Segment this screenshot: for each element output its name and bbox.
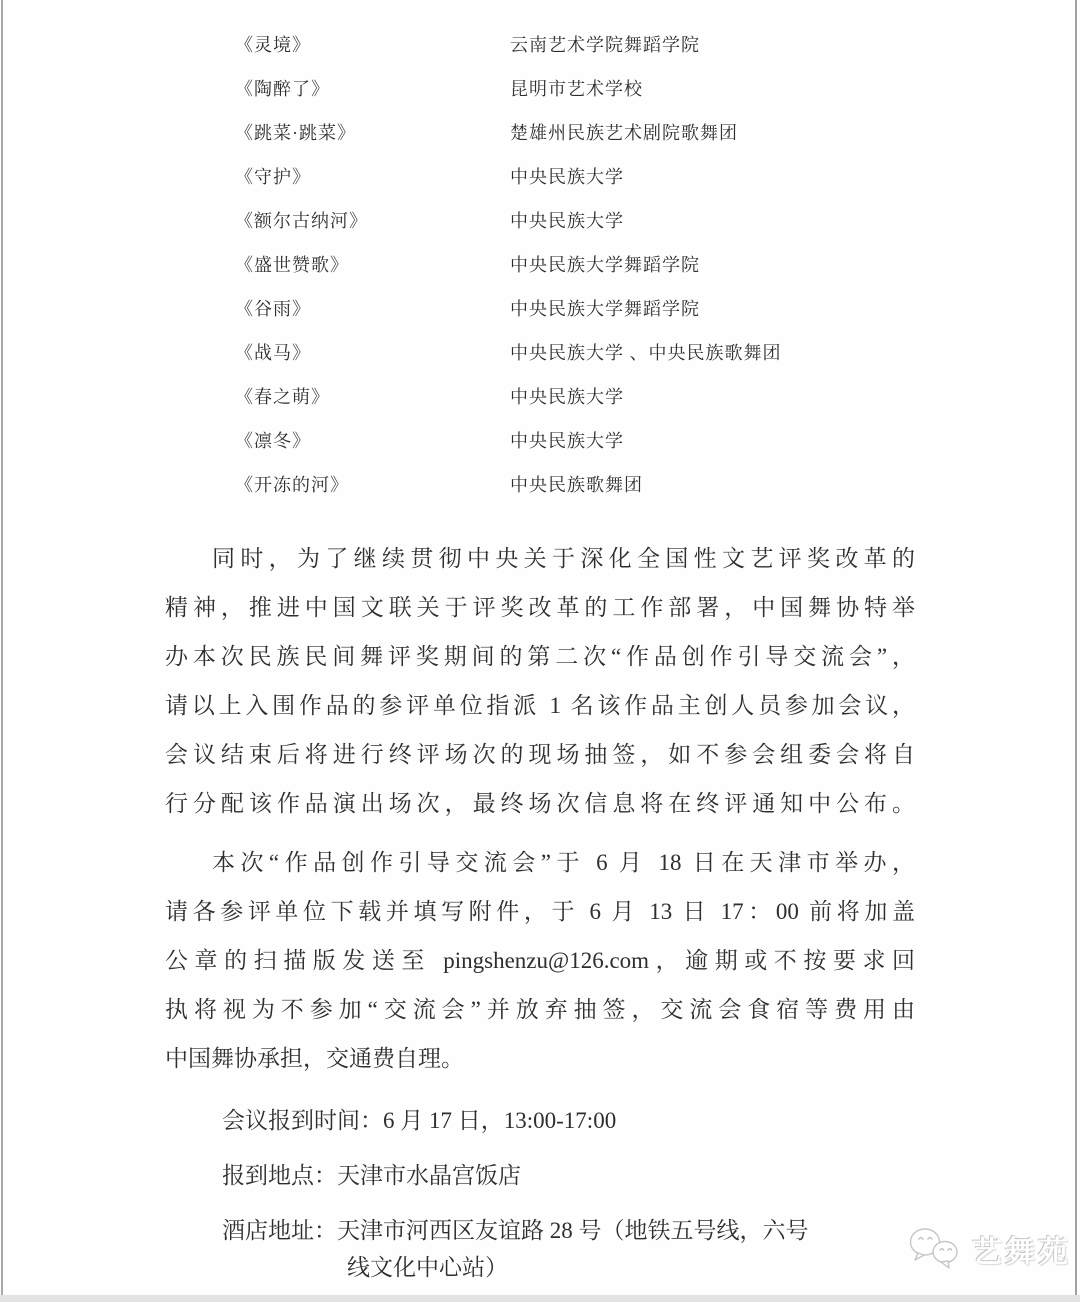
paragraph-line: 请以上入围作品的参评单位指派 1 名该作品主创人员参加会议， [165, 693, 915, 718]
work-organization: 中央民族大学舞蹈学院 [510, 255, 700, 275]
work-row [235, 154, 1080, 198]
work-title: 《春之萌》 [235, 387, 330, 407]
work-row [235, 286, 1080, 330]
work-row [235, 110, 1080, 154]
work-title: 《陶醉了》 [235, 79, 330, 99]
paragraph-line: 同时，为了继续贯彻中央关于深化全国性文艺评奖改革的 [212, 546, 915, 571]
meeting-info [165, 1093, 915, 1286]
registration-time: 会议报到时间：6 月 17 日，13:00-17:00 [222, 1108, 617, 1133]
page-left-edge-line [1, 0, 3, 1302]
notice-body [165, 534, 915, 1083]
paragraph-line: 执将视为不参加“交流会”并放弃抽签，交流会食宿等费用由 [165, 997, 915, 1022]
wechat-chat-bubbles-icon [908, 1226, 964, 1272]
paragraph-line: 行分配该作品演出场次，最终场次信息将在终评通知中公布。 [165, 791, 915, 816]
work-organization: 云南艺术学院舞蹈学院 [510, 35, 700, 55]
work-organization: 中央民族大学 [510, 167, 624, 187]
work-organization: 中央民族大学 、中央民族歌舞团 [510, 343, 782, 363]
shortlisted-works-list [0, 0, 1080, 506]
work-row [235, 462, 1080, 506]
work-organization: 中央民族歌舞团 [510, 475, 643, 495]
work-row [235, 22, 1080, 66]
work-title: 《跳菜·跳菜》 [235, 123, 356, 143]
work-title: 《额尔古纳河》 [235, 211, 368, 231]
paragraph [165, 534, 915, 828]
registration-place: 报到地点：天津市水晶宫饭店 [222, 1163, 521, 1188]
paragraph-line: 中国舞协承担，交通费自理。 [165, 1046, 464, 1071]
paragraph-line: 精神，推进中国文联关于评奖改革的工作部署，中国舞协特举 [165, 595, 915, 620]
paragraph-line: 本次“作品创作引导交流会”于 6 月 18 日在天津市举办， [212, 850, 915, 875]
work-row [235, 66, 1080, 110]
watermark-label: 艺舞苑 [972, 1236, 1071, 1269]
work-title: 《开冻的河》 [235, 475, 349, 495]
work-title: 《灵境》 [235, 35, 311, 55]
hotel-address [165, 1212, 915, 1286]
work-row [235, 198, 1080, 242]
page-bottom-strip [0, 1295, 1080, 1302]
hotel-address-line2: 线文化中心站） [347, 1255, 508, 1280]
hotel-address-line1: 酒店地址：天津市河西区友谊路 28 号（地铁五号线，六号 [222, 1218, 809, 1243]
work-organization: 中央民族大学 [510, 431, 624, 451]
work-title: 《凛冬》 [235, 431, 311, 451]
work-organization: 中央民族大学 [510, 387, 624, 407]
paragraph-line: 请各参评单位下载并填写附件，于 6 月 13 日 17：00 前将加盖 [165, 899, 915, 924]
paragraph-line: 公章的扫描版发送至 pingshenzu@126.com，逾期或不按要求回 [165, 948, 915, 973]
paragraph [165, 838, 915, 1083]
work-title: 《谷雨》 [235, 299, 311, 319]
account-watermark [908, 1226, 1071, 1272]
work-row [235, 374, 1080, 418]
work-title: 《战马》 [235, 343, 311, 363]
work-organization: 昆明市艺术学校 [510, 79, 643, 99]
work-organization: 中央民族大学舞蹈学院 [510, 299, 700, 319]
work-organization: 中央民族大学 [510, 211, 624, 231]
paragraph-line: 办本次民族民间舞评奖期间的第二次“作品创作引导交流会”， [165, 644, 915, 669]
page-right-edge-line [1075, 0, 1077, 1302]
work-title: 《守护》 [235, 167, 311, 187]
paragraph-line: 会议结束后将进行终评场次的现场抽签，如不参会组委会将自 [165, 742, 915, 767]
work-row [235, 242, 1080, 286]
work-title: 《盛世赞歌》 [235, 255, 349, 275]
work-row [235, 418, 1080, 462]
work-organization: 楚雄州民族艺术剧院歌舞团 [510, 123, 738, 143]
work-row [235, 330, 1080, 374]
